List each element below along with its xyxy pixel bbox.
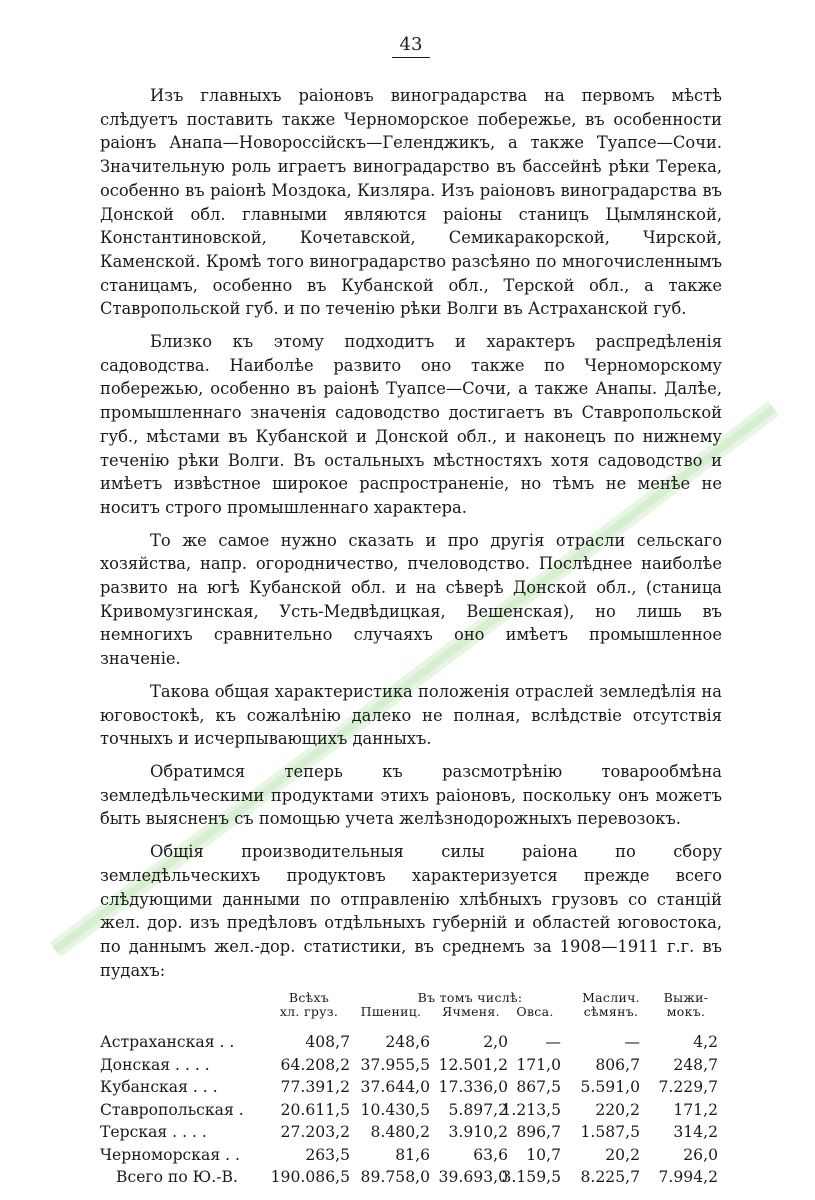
table-row: Донская . . . . 64.208,2 37.955,5 12.501,2 171,0 806,7 248,7 xyxy=(100,1055,718,1074)
table-row: Кубанская . . . 77.391,2 37.644,0 17.336,0 867,5 5.591,0 7.229,7 xyxy=(100,1078,718,1097)
grain-shipments-table xyxy=(100,991,722,1189)
paragraph-6: Общія производительныя силы раіона по сбору земледѣльческихъ продуктовъ характеризуется прежде всего слѣдующими данными по отправленію хлѣбныхъ грузовъ со станцій жел. дор. изъ предѣловъ отдѣльныхъ губерній и областей юговостока, по даннымъ жел.-дор. статистики, въ среднемъ за 1908—1911 г.г. въ пудахъ: xyxy=(100,842,722,980)
header-oats: Овса. xyxy=(516,1004,554,1020)
header-cake: Выжи- мокъ. xyxy=(663,990,709,1020)
paragraph-3: То же самое нужно сказать и про другія отрасли сельскаго хозяйства, напр. огородничество, пчеловодство. Послѣднее наиболѣе развито на югѣ Кубанской обл. и на сѣверѣ Донской обл., (станица Кривомузгинская, Усть-Медвѣдицкая, Вешенская), но лишь въ немногихъ сравнительно случаяхъ оно имѣетъ промышленное значеніе. xyxy=(100,530,722,669)
paragraph-5: Обратимся теперь къ разсмотрѣнію товарообмѣна земледѣльческими продуктами этихъ раіоновъ, поскольку онъ можетъ быть выясненъ съ помощью учета желѣзнодорожныхъ перевозокъ. xyxy=(100,761,722,829)
header-oilseed: Маслич. сѣмянъ. xyxy=(582,990,640,1020)
paragraph-1: Изъ главныхъ раіоновъ виноградарства на первомъ мѣстѣ слѣдуетъ поставить также Черноморское побережье, въ особенности раіонъ Анапа—Новороссійскъ—Геленджикъ, а также Туапсе—Сочи. Значительную роль играетъ виноградарство въ бассейнѣ рѣки Терека, особенно въ раіонѣ Моздока, Кизляра. Изъ раіоновъ виноградарства въ Донской обл. главными являются раіоны станицъ Цымлянской, Константиновской, Кочетавской, Семикаракорской, Чирской, Каменской. Кромѣ того виноградарство разсѣяно по многочисленнымъ станицамъ, особенно въ Кубанской обл., Терской обл., а также Ставропольской губ. и по теченію рѣки Волги въ Астраханской губ. xyxy=(100,86,722,319)
page-number: 43 xyxy=(100,34,722,58)
table-header xyxy=(100,991,722,1031)
header-barley: Ячменя. xyxy=(442,1004,500,1020)
table-row: Терская . . . . 27.203,2 8.480,2 3.910,2 896,7 1.587,5 314,2 xyxy=(100,1123,718,1142)
document-page xyxy=(100,34,722,1189)
table-row: Ставропольская . 20.611,5 10.430,5 5.897,2 1.213,5 220,2 171,2 xyxy=(100,1100,718,1119)
header-total: Всѣхъ хл. груз. xyxy=(279,990,339,1020)
table-row: Черноморская . . 263,5 81,6 63,6 10,7 20,2 26,0 xyxy=(100,1145,718,1164)
paragraph-2: Близко къ этому подходитъ и характеръ распредѣленія садоводства. Наиболѣе развито оно также по Черноморскому побережью, особенно въ раіонѣ Туапсе—Сочи, а также Анапы. Далѣе, промышленнаго значенія садоводство достигаетъ въ Ставропольской губ., мѣстами въ Кубанской и Донской обл., и наконецъ по нижнему теченію рѣки Волги. Въ остальныхъ мѣстностяхъ хотя садоводство и имѣетъ извѣстное широкое распространеніе, но тѣмъ не менѣе не носитъ строго промышленнаго характера. xyxy=(100,332,722,517)
table-row: Астраханская . . 408,7 248,6 2,0 — — 4,2 xyxy=(100,1033,718,1052)
header-group: Въ томъ числѣ: xyxy=(417,990,523,1006)
table-total-row: Всего по Ю.-В. 190.086,5 89.758,0 39.693,0 3.159,5 8.225,7 7.994,2 xyxy=(116,1168,718,1187)
header-wheat: Пшениц. xyxy=(360,1004,422,1020)
paragraph-4: Такова общая характеристика положенія отраслей земледѣлія на юговостокѣ, къ сожалѣнію далеко не полная, вслѣдствіе отсутствія точныхъ и исчерпывающихъ данныхъ. xyxy=(100,681,722,749)
